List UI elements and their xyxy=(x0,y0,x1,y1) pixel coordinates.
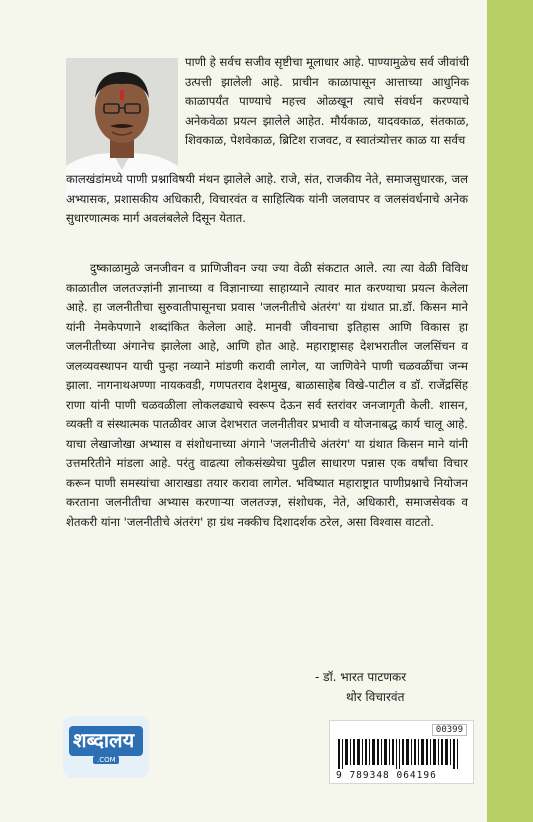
intro-paragraph-top: पाणी हे सर्वच सजीव सृष्टीचा मूलाधार आहे. पाण्यामुळेच सर्व जीवांची उत्पत्ती झालेली आहे. प्राचीन काळापासून आत्ताच्या आधुनिक काळापर्यंत पाण्याचे महत्त्व ओळखून त्याचे संवर्धन करण्याचे अनेकवेळा प्रयत्न झालेले आहेत. मौर्यकाळ, यादवकाळ, संतकाळ, शिवकाळ, पेशवेकाळ, ब्रिटिश राजवट, व स्वातंत्र्योत्तर काळ या सर्वच xyxy=(185,55,469,147)
signature-name: - डॉ. भारत पाटणकर xyxy=(315,670,407,684)
intro-paragraph-bottom: कालखंडांमध्ये पाणी प्रश्नाविषयी मंथन झालेले आहे. राजे, संत, राजकीय नेते, समाजसुधारक, जल अभ्यासक, प्रशासकीय अधिकारी, विचारवंत व साहित्यिक यांनी जलवापर व जलसंवर्धनाचे अनेक सुधारणात्मक मार्ग अवलंबलेले दिसून येतात. xyxy=(66,172,468,225)
publisher-logo xyxy=(63,716,149,778)
barcode-code: 00399 xyxy=(432,724,467,736)
main-paragraph: दुष्काळामुळे जनजीवन व प्राणिजीवन ज्या ज्या वेळी संकटात आले. त्या त्या वेळी विविध काळातील जलतज्ज्ञांनी ज्ञानाच्या व विज्ञानाच्या साहाय्याने त्यावर मात करण्याचा प्रयत्न केलेला आहे. हा जलनीतीचा सुरुवातीपासूनचा प्रवास 'जलनीतीचे अंतरंग' या ग्रंथात प्रा.डॉ. किसन माने यांनी नेमकेपणाने शब्दांकित केलेला आहे. मानवी जीवनाचा इतिहास आणि विकास हा जलनीतीच्या अंगानेच झालेला आहे, आणि होत आहे. महाराष्ट्रासह देशभरातील जलसिंचन व जलव्यवस्थापन याची पुन्हा नव्याने मांडणी करावी लागेल, या जाणिवेने पाणी चळवळींचा जन्म झाला. नागनाथअण्णा नायकवडी, गणपतराव देशमुख, बाळासाहेब विखे-पाटील व डॉ. राजेंद्रसिंह राणा यांनी पाणी चळवळीला लोकलढ्याचे स्वरूप देऊन सर्व स्तरांवर जनजागृती केली. शासन, व्यक्ती व संस्थात्मक पातळीवर आज देशभरात जलनीतीवर प्रभावी व योजनाबद्ध कार्य चालू आहे. याचा लेखाजोखा अभ्यास व संशोधनाच्या अंगाने 'जलनीतीचे अंतरंग' या ग्रंथात किसन माने यांनी उत्तमरितीने मांडला आहे. परंतु वाढत्या लोकसंख्येचा पुढील साधारण पन्नास एक वर्षांचा विचार करून पाणी समस्यांचा आराखडा तयार करावा लागेल. भविष्यात महाराष्ट्रात पाणीप्रश्नाचे नियोजन करताना जलनीतीचा अभ्यास करणाऱ्या जलतज्ज्ञ, संशोधक, नेते, अधिकारी, समाजसेवक व शेतकरी यांना 'जलनीतीचे अंतरंग' हा ग्रंथ नक्कीच दिशादर्शक ठरेल, असा विश्वास वाटतो. xyxy=(66,261,468,529)
isbn-barcode xyxy=(329,720,474,784)
green-side-band xyxy=(487,0,533,822)
publisher-logo-text: शब्दालय xyxy=(73,728,135,752)
publisher-logo-sub: .COM xyxy=(97,756,116,764)
barcode-digits: 9 789348 064196 xyxy=(336,770,437,781)
signature-title: थोर विचारवंत xyxy=(346,690,405,704)
